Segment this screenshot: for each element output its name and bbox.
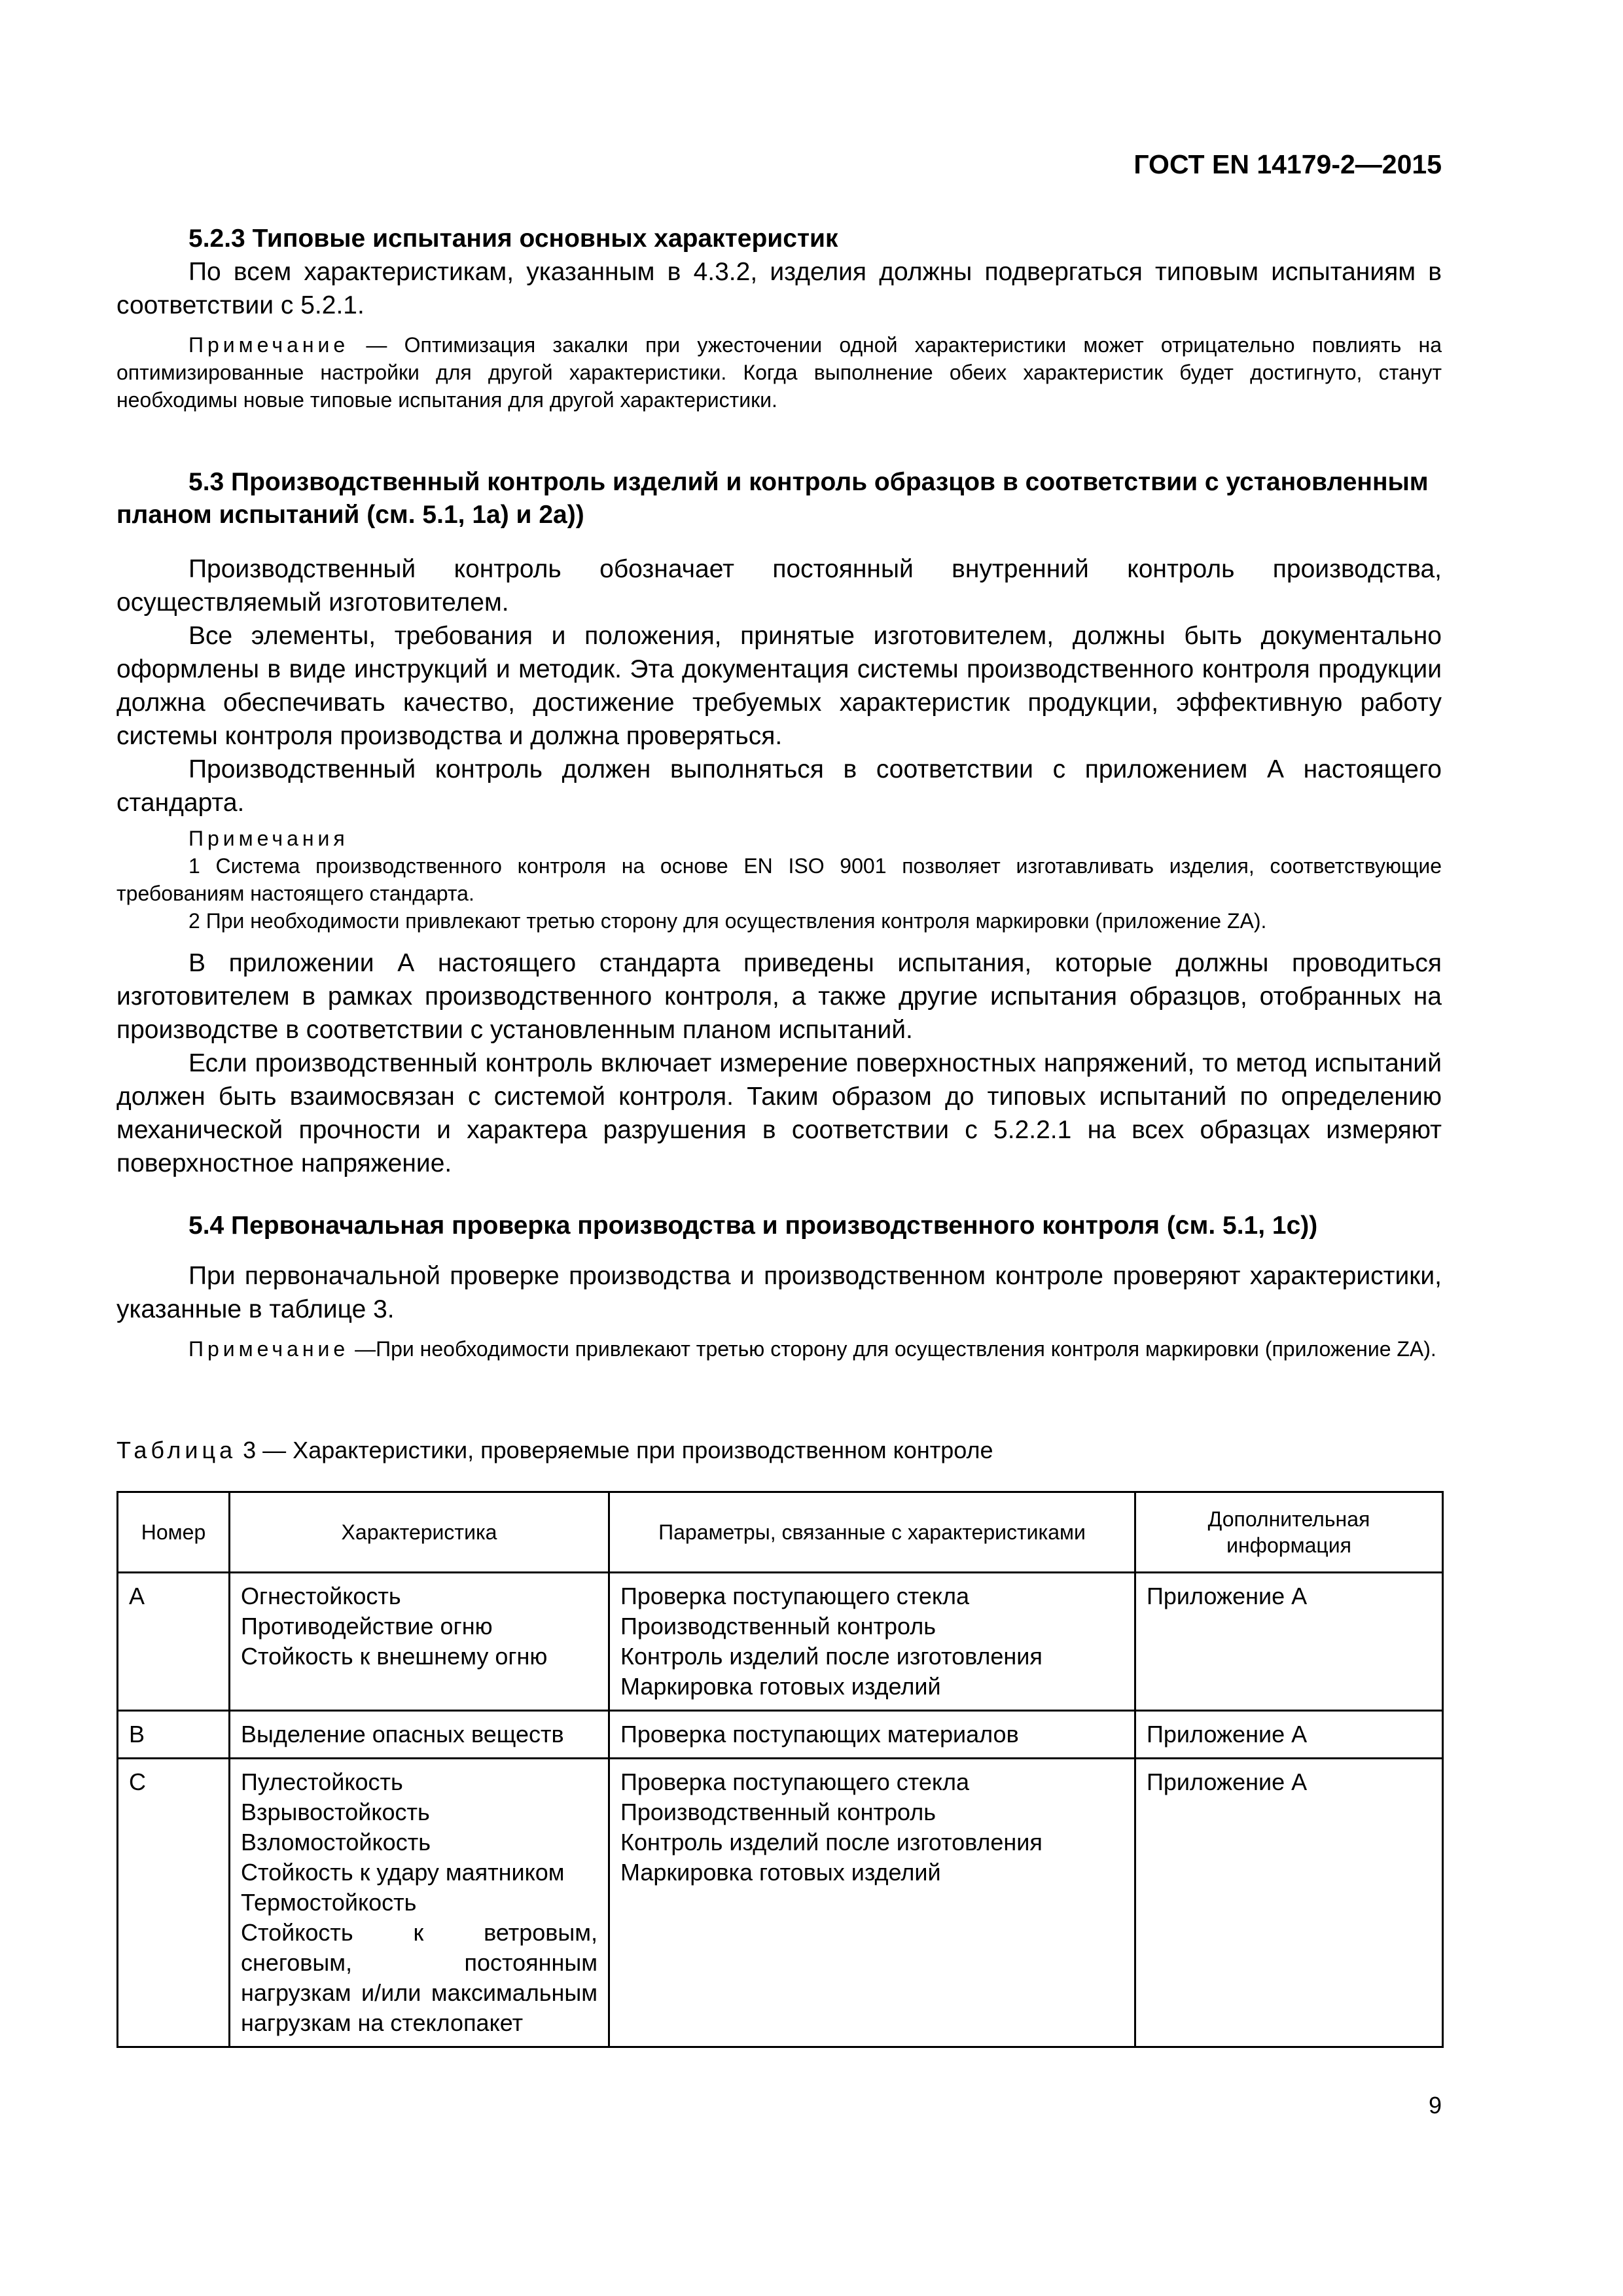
table-caption-text: 3 — Характеристики, проверяемые при производственном контроле bbox=[236, 1437, 993, 1463]
standard-number: ГОСТ EN 14179-2—2015 bbox=[1133, 149, 1442, 179]
column-header: Номер bbox=[118, 1492, 230, 1573]
cell-line: Пулестойкость bbox=[241, 1768, 403, 1795]
section-5-2-3 bbox=[116, 223, 1442, 414]
cell-number: A bbox=[118, 1573, 230, 1711]
cell-line: Проверка поступающего стекла bbox=[620, 1583, 970, 1609]
table-caption-label: Таблица bbox=[116, 1437, 237, 1463]
paragraph: По всем характеристикам, указанным в 4.3.2, изделия должны подвергаться типовым испытаниям в соответствии с 5.2.1. bbox=[116, 258, 1442, 319]
page-number: 9 bbox=[1428, 2092, 1442, 2119]
column-header: Дополнительная информация bbox=[1135, 1492, 1443, 1573]
note-item: 1 Система производственного контроля на основе EN ISO 9001 позволяет изготавливать изделия, соответствующие требованиям настоящего стандарта. bbox=[116, 854, 1442, 905]
paragraph: Производственный контроль должен выполняться в соответствии с приложением А настоящего стандарта. bbox=[116, 755, 1442, 817]
cell-parameters bbox=[609, 1759, 1135, 2047]
notes-label: Примечания bbox=[188, 827, 349, 850]
cell-line: Проверка поступающего стекла bbox=[620, 1768, 970, 1795]
cell-number: C bbox=[118, 1759, 230, 2047]
cell-line: Маркировка готовых изделий bbox=[620, 1673, 941, 1700]
paragraph: При первоначальной проверке производства и производственном контроле проверяют характеристики, указанные в таблице 3. bbox=[116, 1262, 1442, 1323]
cell-info: Приложение А bbox=[1135, 1573, 1443, 1711]
cell-line: Стойкость к ветровым, снеговым, постоянным нагрузкам и/или максимальным нагрузкам на стеклопакет bbox=[241, 1919, 597, 2036]
cell-line: Взломостойкость bbox=[241, 1829, 431, 1856]
column-header: Параметры, связанные с характеристиками bbox=[609, 1492, 1135, 1573]
note-text: — Оптимизация закалки при ужесточении одной характеристики может отрицательно повлиять на оптимизированные настройки для другой характеристики. Когда выполнение обеих характеристик будет достигнуто, станут необходимы новые типовые испытания для другой характеристики. bbox=[116, 333, 1442, 412]
section-heading: 5.2.3 Типовые испытания основных характеристик bbox=[188, 224, 838, 253]
cell-characteristic bbox=[230, 1711, 609, 1759]
cell-line: Противодействие огню bbox=[241, 1613, 493, 1640]
paragraph: Производственный контроль обозначает постоянный внутренний контроль производства, осуществляемый изготовителем. bbox=[116, 555, 1442, 617]
cell-line: Проверка поступающих материалов bbox=[620, 1721, 1019, 1748]
cell-line: Огнестойкость bbox=[241, 1583, 401, 1609]
table-header-row bbox=[118, 1492, 1443, 1573]
cell-line: Контроль изделий после изготовления bbox=[620, 1829, 1043, 1856]
table-row bbox=[118, 1711, 1443, 1759]
note bbox=[116, 331, 1442, 414]
cell-line: Маркировка готовых изделий bbox=[620, 1859, 941, 1886]
table-caption bbox=[116, 1435, 1442, 1465]
cell-line: Стойкость к удару маятником bbox=[241, 1859, 565, 1886]
cell-number: B bbox=[118, 1711, 230, 1759]
table-row bbox=[118, 1573, 1443, 1711]
cell-line: Термостойкость bbox=[241, 1889, 417, 1916]
section-heading: 5.3 Производственный контроль изделий и контроль образцов в соответствии с установленным планом испытаний (см. 5.1, 1а) и 2а)) bbox=[116, 468, 1429, 529]
cell-info: Приложение А bbox=[1135, 1759, 1443, 2047]
note bbox=[116, 1335, 1442, 1363]
table-row bbox=[118, 1759, 1443, 2047]
cell-parameters bbox=[609, 1711, 1135, 1759]
paragraph: Все элементы, требования и положения, принятые изготовителем, должны быть документально оформлены в виде инструкций и методик. Эта документация системы производственного контроля продукции должна обеспечивать качество, достижение требуемых характеристик продукции, эффективную работу системы контроля производства и должна проверяться. bbox=[116, 622, 1442, 750]
note-label: Примечание bbox=[188, 333, 349, 357]
cell-line: Производственный контроль bbox=[620, 1799, 936, 1825]
cell-line: Выделение опасных веществ bbox=[241, 1721, 564, 1748]
section-5-4 bbox=[116, 1210, 1442, 1363]
paragraph: Если производственный контроль включает измерение поверхностных напряжений, то метод испытаний должен быть взаимосвязан с системой контроля. Таким образом до типовых испытаний по определению механической прочности и характера разрушения в соответствии с 5.2.2.1 на всех образцах измеряют поверхностное напряжение. bbox=[116, 1049, 1442, 1177]
cell-line: Производственный контроль bbox=[620, 1613, 936, 1640]
note-label: Примечание bbox=[188, 1337, 349, 1361]
section-heading: 5.4 Первоначальная проверка производства и производственного контроля (см. 5.1, 1с)) bbox=[188, 1211, 1318, 1240]
note-text: —При необходимости привлекают третью сторону для осуществления контроля маркировки (приложение ZA). bbox=[349, 1337, 1436, 1361]
note-item: 2 При необходимости привлекают третью сторону для осуществления контроля маркировки (приложение ZA). bbox=[188, 909, 1267, 933]
cell-characteristic bbox=[230, 1759, 609, 2047]
characteristics-table bbox=[116, 1491, 1442, 2048]
cell-characteristic bbox=[230, 1573, 609, 1711]
cell-line: Контроль изделий после изготовления bbox=[620, 1643, 1043, 1670]
cell-line: Взрывостойкость bbox=[241, 1799, 430, 1825]
column-header: Характеристика bbox=[230, 1492, 609, 1573]
table bbox=[116, 1491, 1444, 2048]
paragraph: В приложении А настоящего стандарта приведены испытания, которые должны проводиться изготовителем в рамках производственного контроля, а также другие испытания образцов, отобранных на производстве в соответствии с установленным планом испытаний. bbox=[116, 949, 1442, 1044]
cell-info: Приложение А bbox=[1135, 1711, 1443, 1759]
cell-parameters bbox=[609, 1573, 1135, 1711]
section-5-3 bbox=[116, 466, 1442, 1180]
cell-line: Стойкость к внешнему огню bbox=[241, 1643, 548, 1670]
